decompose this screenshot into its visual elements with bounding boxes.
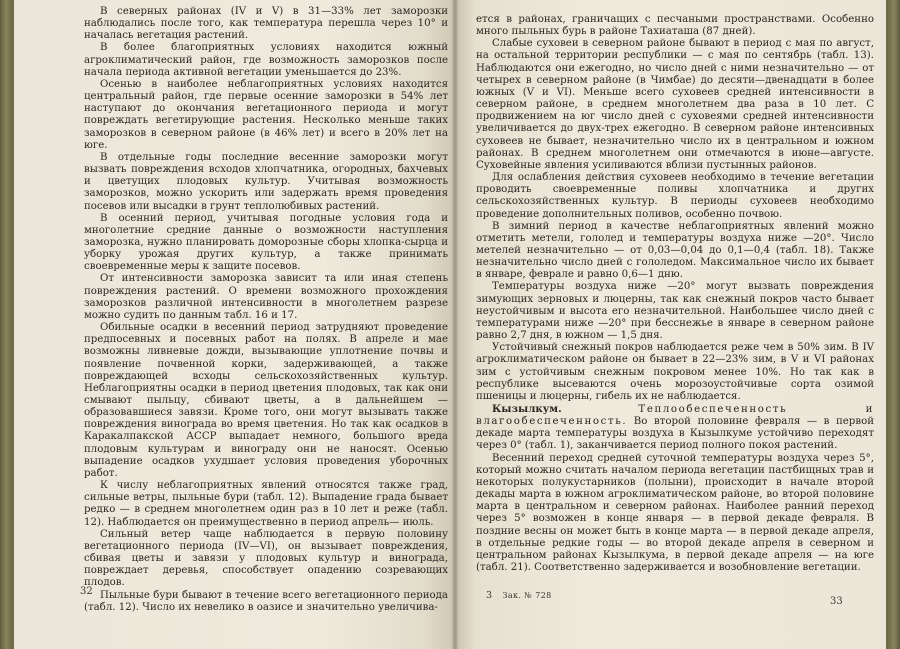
- left-text-column: [84, 6, 448, 614]
- paragraph: Устойчивый снежный покров наблюдается реже чем в 50% зим. В IV агроклиматическом районе он бывает в 22—23% зим, в V и VI районах зим с устойчивым снежным покровом менее 10%. Но так как в республике высеваются очень морозоустойчивые сорта озимой пшеницы и люцерны, гибель их не наблюдается.: [476, 342, 874, 402]
- paragraph: В зимний период в качестве неблагоприятных явлений можно отметить метели, гололед и температуры воздуха ниже —20°. Число метелей незначительно — от 0,03—0,04 до 0,1—0,4 (табл. 18). Также незначительно число дней с гололедом. Максимальное число их бывает в январе, феврале и равно 0,6—1 дню.: [476, 220, 874, 281]
- page-number: 32: [80, 586, 93, 597]
- book-gutter: [452, 0, 458, 649]
- paragraph: Весенний переход средней суточной температуры воздуха через 5°, который можно считать началом периода вегетации пастбищных трав и некоторых полукустарников (полыни), происходит в начале второй декады марта в южном агроклиматическом районе, во второй половине марта в центральном и северном районах. Наиболее ранний переход через 5° возможен в конце января — в первой декаде февраля. В поздние весны он может быть в конце марта — в первой декаде апреля, в отдельные редкие годы — во второй декаде апреля в северном и центральном районах Кызылкума, в первой декаде апреля — на юге (табл. 21). Соответственно задерживается и возобновление вегетации.: [476, 452, 874, 574]
- section-heading: Кызылкум.: [492, 403, 562, 415]
- right-page: [454, 0, 886, 649]
- paragraph: Для ослабления действия суховеев необходимо в течение вегетации проводить своевременные поливы хлопчатника и других сельскохозяйственных культур. В периоды суховеев необходимо проведение дополнительных поливов, особенно почвою.: [476, 172, 874, 220]
- paragraph: От интенсивности заморозка зависит та или иная степень повреждения растений. О времени возможного прохождения заморозков различной интенсивности в многолетнем разрезе можно судить по данным табл. 16 и 17.: [84, 273, 448, 321]
- paragraph: Обильные осадки в весенний период затрудняют проведение предпосевных и посевных работ на полях. В апреле и мае возможны ливневые дожди, вызывающие уплотнение почвы и появление почвенной корки, задерживающей, а также повреждающей всходы сельскохозяйственных культур. Неблагоприятны осадки в период цветения плодовых, так как они смывают пыльцу, сбивают цветы, а в дальнейшем — образовавшиеся завязи. Кроме того, они могут вызывать также повреждения винограда во время цветения. Но так как осадков в Каракалпакской АССР выпадает немного, большого вреда плодовым культурам и винограду они не наносят. Осенью выпадение осадков ухудшает условия проведения уборочных работ.: [84, 322, 448, 479]
- left-page: [14, 0, 454, 649]
- paragraph: К числу неблагоприятных явлений относятся также град, сильные ветры, пыльные бури (табл. 12). Выпадение града бывает редко — в среднем многолетнем один раз в 10 лет и реже (табл. 12). Наблюдается он преимущественно в период апрель— июль.: [84, 480, 448, 528]
- printer-signature: [486, 590, 552, 602]
- paragraph: Сильный ветер чаще наблюдается в первую половину вегетационного периода (IV—VI), он вызывает повреждения, сбивая цветы и завязи у плодовых культур и винограда, повреждает деревья, способствует опадению созревающих плодов.: [84, 528, 448, 589]
- paragraph: Температуры воздуха ниже —20° могут вызвать повреждения зимующих зерновых и люцерны, так как снежный покров часто бывает неустойчивым и высота его незначительной. Наибольшее число дней с температурами ниже —20° при бесснежье в январе в северном районе равно 2,7 дня, в южном — 1,5 дня.: [476, 281, 874, 342]
- paragraph: В более благоприятных условиях находится южный агроклиматический район, где возможность заморозков после начала периода активной вегетации уменьшается до 23%.: [84, 42, 448, 78]
- paragraph: В северных районах (IV и V) в 31—33% лет заморозки наблюдались после того, как температура перешла через 10° и началась вегетация растений.: [84, 6, 448, 42]
- paragraph: В отдельные годы последние весенние заморозки могут вызвать повреждения всходов хлопчатника, огородных, бахчевых и цветущих плодовых культур. Учитывая возможность заморозков, можно ускорить или задержать время проведения посевов или высадки в грунт теплолюбивых растений.: [84, 151, 448, 212]
- paragraph: В осенний период, учитывая погодные условия года и многолетние средние данные о возможности наступления заморозка, нужно планировать доморозные сборы хлопка-сырца и уборку урожая других культур, а также принимать своевременные меры к защите посевов.: [84, 212, 448, 273]
- paragraph: Осенью в наиболее неблагоприятных условиях находится центральный район, где первые осенние заморозки в 54% лет наступают до окончания вегетационного периода и могут повреждать вегетирующие растения. Несколько меньше таких заморозков в северном районе (в 46% лет) и всего в 20% лет на юге.: [84, 78, 448, 151]
- right-text-column: [476, 14, 874, 574]
- paragraph: Пыльные бури бывают в течение всего вегетационного периода (табл. 12). Число их невелико в оазисе и значительно увеличива-: [84, 589, 448, 613]
- signature-text: Зак. № 728: [502, 591, 552, 600]
- section-first-text: Во второй половине февраля — в первой декаде марта температуры воздуха в Кызылкуме устойчиво переходят через 0° (табл. 1), заканчивается период полного покоя растений.: [476, 416, 874, 452]
- paragraph: Слабые суховеи в северном районе бывают в период с мая по август, на остальной территории республики — с мая по сентябрь (табл. 13). Наблюдаются они ежегодно, но число дней с ними незначительно — от четырех в северном районе (в Чимбае) до десяти—двенадцати в более южных (V и VI). Меньше всего суховеев средней интенсивности в северном районе, в среднем многолетнем два раза в 10 лет. С продвижением на юг число дней с суховеями средней интенсивности увеличивается до двух-трех ежегодно. В северном районе интенсивных суховеев не бывает, незначительно число их в центральном и южном районах. В среднем многолетнем они отмечаются в июне—августе. Суховейные явления усиливаются вблизи пустынных районов.: [476, 38, 874, 171]
- signature-number: 3: [486, 590, 493, 601]
- page-number: 33: [830, 596, 843, 607]
- section-intro-paragraph: [476, 403, 874, 453]
- paragraph: ется в районах, граничащих с песчаными пространствами. Особенно много пыльных бурь в районе Тахиаташа (87 дней).: [476, 14, 874, 38]
- section-subheading: Теплообеспеченность и влагообеспеченность.: [476, 404, 874, 428]
